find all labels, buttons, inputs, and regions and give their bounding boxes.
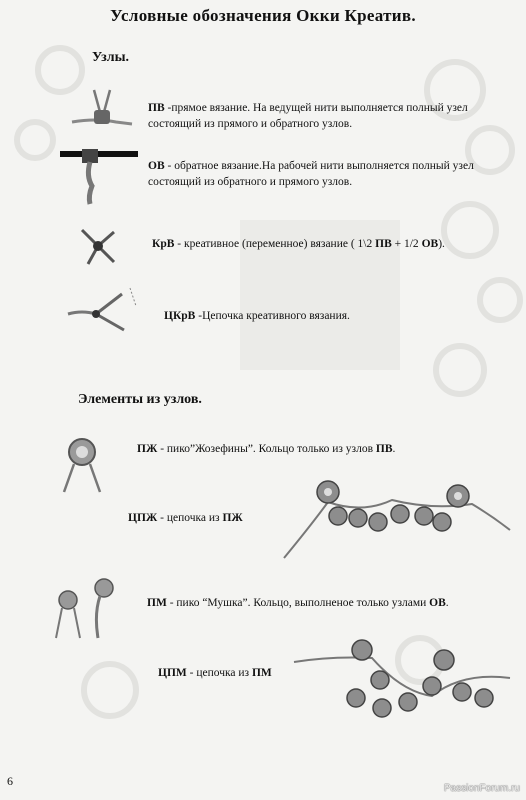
mushka-picot-icon (48, 574, 120, 640)
entry-abbr: ПМ (147, 597, 167, 609)
section-heading-elements: Элементы из узлов. (78, 392, 202, 407)
entry-pm (147, 595, 517, 611)
entry-abbr: ЦПЖ (128, 512, 158, 524)
entry-description: - пико”Жозефины”. Кольцо только из узлов (160, 443, 376, 455)
backward-knot-icon (60, 146, 138, 206)
entry-krv (152, 236, 502, 252)
entry-abbr: ПЖ (137, 443, 158, 455)
entry-description: - пико “Мушка”. Кольцо, выполненое только узлами (169, 597, 430, 609)
entry-inline-abbr: ПЖ (222, 512, 243, 524)
entry-abbr: ОВ (148, 160, 165, 172)
entry-inline-abbr: ОВ (429, 597, 446, 609)
mushka-chain-icon (292, 632, 512, 722)
forward-knot-icon (66, 84, 138, 132)
entry-inline-abbr-pv: ПВ (375, 238, 392, 250)
entry-ov (148, 158, 518, 190)
entry-tskrv (164, 308, 494, 324)
entry-pv (148, 100, 508, 132)
entry-abbr: КрВ (152, 238, 175, 250)
entry-tspzh (128, 510, 278, 526)
watermark: PassionForum.ru (443, 783, 520, 794)
section-heading-knots: Узлы. (92, 50, 130, 65)
entry-inline-abbr: ПВ (375, 443, 393, 455)
josephine-picot-icon (58, 432, 108, 494)
entry-description-start: - креативное (переменное) вязание ( 1\2 (177, 238, 376, 250)
entry-description: - цепочка из (160, 512, 223, 524)
josephine-chain-icon (282, 474, 512, 560)
entry-description-end: . (445, 597, 449, 609)
entry-description-mid: + 1/2 (391, 238, 422, 250)
entry-description: -прямое вязание. На ведущей нити выполняется полный узел состоящий из прямого и обратного узлов. (148, 102, 468, 130)
entry-tspm (158, 665, 308, 681)
page-number: 6 (7, 774, 13, 788)
entry-abbr: ЦПМ (158, 667, 187, 679)
entry-inline-abbr-ov: ОВ (421, 238, 439, 250)
entry-description-end: ). (438, 238, 445, 250)
page-title: Условные обозначения Окки Креатив. (110, 6, 416, 25)
entry-inline-abbr: ПМ (251, 667, 272, 679)
creative-chain-icon (66, 280, 156, 340)
entry-pzh (137, 441, 507, 457)
entry-description-end: . (392, 443, 396, 455)
entry-description: -Цепочка креативного вязания. (198, 310, 350, 322)
entry-abbr: ЦКрВ (164, 310, 196, 322)
entry-abbr: ПВ (148, 102, 165, 114)
entry-description: - цепочка из (189, 667, 252, 679)
entry-description: - обратное вязание.На рабочей нити выполняется полный узел состоящий из обратного и прямого узлов. (148, 160, 474, 188)
creative-knot-icon (78, 226, 118, 266)
